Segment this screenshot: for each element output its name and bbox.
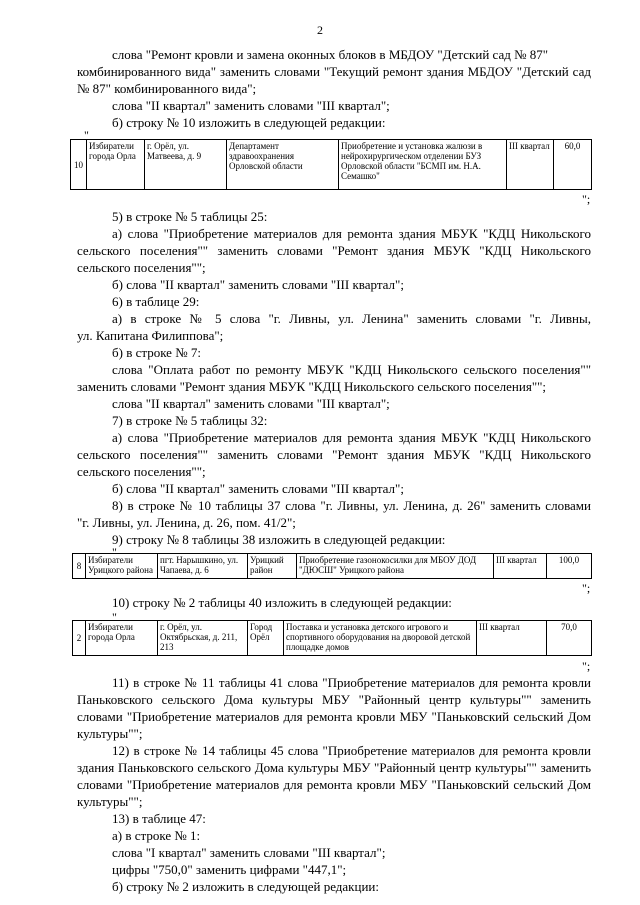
amount-cell: 70,0: [547, 621, 592, 656]
amendment-table-3: [72, 620, 592, 656]
source-cell: Избиратели города Орла: [86, 621, 158, 656]
period-cell: III квартал: [477, 621, 547, 656]
paragraph-line: слова "Оплата работ по ремонту МБУК "КДЦ Никольского сельского поселения"": [112, 362, 591, 377]
paragraph-line: слова "II квартал" заменить словами "III квартал";: [112, 98, 390, 113]
row-number-cell: 8: [73, 554, 86, 579]
row-number-cell: 10: [71, 140, 87, 190]
quote-mark-close: ";: [582, 192, 591, 206]
purpose-cell: Приобретение газонокосилки для МБОУ ДОД "ДЮСШ" Урицкого района: [297, 554, 494, 579]
paragraph-line: б) слова "II квартал" заменить словами "III квартал";: [112, 277, 404, 292]
paragraph-line: слова "I квартал" заменить словами "III квартал";: [112, 845, 386, 860]
recipient-cell: Урицкий район: [248, 554, 297, 579]
row-number-cell: 2: [73, 621, 86, 656]
paragraph-line: 6) в таблице 29:: [112, 294, 200, 309]
paragraph-line: 12) в строке № 14 таблицы 45 слова "Приобретение материалов для ремонта кровли: [112, 743, 591, 758]
paragraph-line: а) в строке № 1:: [112, 828, 201, 843]
paragraph-line: 11) в строке № 11 таблицы 41 слова "Приобретение материалов для ремонта кровли: [112, 675, 591, 690]
paragraph-line: а) слова "Приобретение материалов для ремонта здания МБУК "КДЦ Никольского: [112, 430, 591, 445]
paragraph-line: 10) строку № 2 таблицы 40 изложить в следующей редакции:: [112, 595, 452, 610]
paragraph-line: культуры"";: [77, 726, 143, 741]
recipient-cell: Департамент здравоохранения Орловской области: [227, 140, 339, 190]
paragraph-line: сельского поселения"";: [77, 464, 206, 479]
purpose-cell: Поставка и установка детского игрового и спортивного оборудования на дворовой детской площадке домов: [284, 621, 477, 656]
page-number: 2: [317, 23, 323, 37]
paragraph-line: 5) в строке № 5 таблицы 25:: [112, 209, 268, 224]
paragraph-line: б) слова "II квартал" заменить словами "III квартал";: [112, 481, 404, 496]
paragraph-line: а) в строке № 5 слова "г. Ливны, ул. Ленина" заменить словами "г. Ливны,: [112, 311, 591, 326]
quote-mark-open: ": [112, 545, 117, 559]
paragraph-line: сельского поселения"";: [77, 260, 206, 275]
paragraph-line: б) строку № 10 изложить в следующей редакции:: [112, 115, 386, 130]
source-cell: Избиратели Урицкого района: [86, 554, 158, 579]
amount-cell: 60,0: [554, 140, 592, 190]
paragraph-line: Паньковского сельского Дома культуры МБУ "Районный центр культуры"" заменить: [77, 692, 591, 707]
address-cell: г. Орёл, ул. Матвеева, д. 9: [145, 140, 227, 190]
paragraph-line: сельского поселения"" заменить словами "Ремонт здания МБУК "КДЦ Никольского: [77, 447, 591, 462]
paragraph-line: комбинированного вида" заменить словами "Текущий ремонт здания МБДОУ "Детский сад: [77, 64, 591, 79]
address-cell: г. Орёл, ул. Октябрьская, д. 211, 213: [158, 621, 248, 656]
amendment-table-1: [70, 139, 592, 190]
address-cell: пгт. Нарышкино, ул. Чапаева, д. 6: [158, 554, 248, 579]
paragraph-line: б) в строке № 7:: [112, 345, 201, 360]
paragraph-line: "г. Ливны, ул. Ленина, д. 26, пом. 41/2";: [77, 515, 296, 530]
paragraph-line: 8) в строке № 10 таблицы 37 слова "г. Ливны, ул. Ленина, д. 26" заменить словами: [112, 498, 591, 513]
paragraph-line: 9) строку № 8 таблицы 38 изложить в следующей редакции:: [112, 532, 446, 547]
quote-mark-close: ";: [582, 659, 591, 673]
recipient-cell: Город Орёл: [248, 621, 284, 656]
paragraph-line: цифры "750,0" заменить цифрами "447,1";: [112, 862, 347, 877]
period-cell: III квартал: [507, 140, 554, 190]
paragraph-line: б) строку № 2 изложить в следующей редакции:: [112, 879, 379, 894]
paragraph-line: а) слова "Приобретение материалов для ремонта здания МБУК "КДЦ Никольского: [112, 226, 591, 241]
paragraph-line: ул. Капитана Филиппова";: [77, 328, 224, 343]
amount-cell: 100,0: [547, 554, 592, 579]
paragraph-line: словами "Приобретение материалов для ремонта кровли МБУ "Паньковский сельский Дом: [77, 709, 591, 724]
period-cell: III квартал: [494, 554, 547, 579]
paragraph-line: словами "Приобретение материалов для ремонта кровли МБУ "Паньковский сельский Дом: [77, 777, 591, 792]
quote-mark-close: ";: [582, 581, 591, 595]
paragraph-line: слова "II квартал" заменить словами "III квартал";: [112, 396, 390, 411]
paragraph-line: слова "Ремонт кровли и замена оконных блоков в МБДОУ "Детский сад № 87": [112, 47, 549, 62]
paragraph-line: 7) в строке № 5 таблицы 32:: [112, 413, 268, 428]
source-cell: Избиратели города Орла: [87, 140, 145, 190]
paragraph-line: культуры"";: [77, 794, 143, 809]
paragraph-line: № 87" комбинированного вида";: [77, 81, 257, 96]
purpose-cell: Приобретение и установка жалюзи в нейрохирургическом отделении БУЗ Орловской области "БСМП им. Н.А. Семашко": [339, 140, 507, 190]
paragraph-line: сельского поселения"" заменить словами "Ремонт здания МБУК "КДЦ Никольского: [77, 243, 591, 258]
quote-mark-open: ": [112, 610, 117, 624]
paragraph-line: 13) в таблице 47:: [112, 811, 206, 826]
quote-mark-open: ": [84, 128, 89, 142]
paragraph-line: здания Паньковского сельского Дома культуры МБУ "Районный центр культуры"" заменить: [77, 760, 591, 775]
paragraph-line: заменить словами "Ремонт здания МБУК "КДЦ Никольского сельского поселения"";: [77, 379, 547, 394]
amendment-table-2: [72, 553, 592, 579]
